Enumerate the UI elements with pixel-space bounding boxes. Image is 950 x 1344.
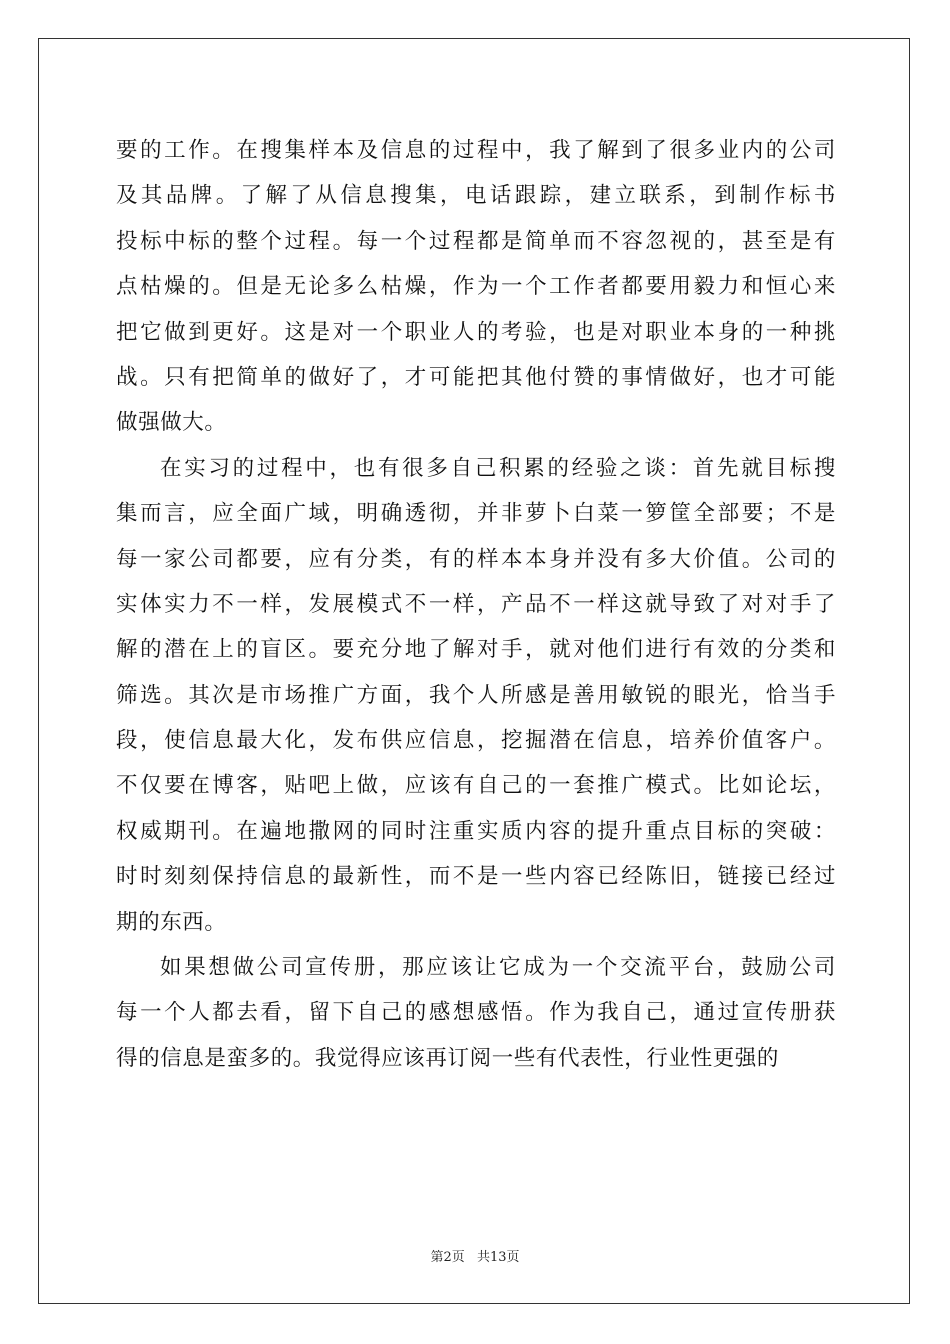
text-line: 筛选。其次是市场推广方面，我个人所感是善用敏锐的眼光，恰当手	[116, 682, 836, 708]
text-line: 权威期刊。在遍地撒网的同时注重实质内容的提升重点目标的突破：	[116, 818, 836, 844]
text-line: 不仅要在博客，贴吧上做，应该有自己的一套推广模式。比如论坛，	[116, 773, 836, 799]
text-line: 把它做到更好。这是对一个职业人的考验，也是对职业本身的一种挑	[116, 319, 836, 345]
text-line: 战。只有把简单的做好了，才可能把其他付赞的事情做好，也才可能	[116, 364, 836, 390]
text-line: 如果想做公司宣传册，那应该让它成为一个交流平台，鼓励公司	[160, 955, 836, 981]
text-line: 时时刻刻保持信息的最新性，而不是一些内容已经陈旧，链接已经过	[116, 864, 836, 890]
document-body	[116, 128, 836, 1081]
text-line: 做强做大。	[116, 410, 227, 436]
page-number: 第2页	[430, 1250, 465, 1265]
paragraph	[116, 446, 836, 945]
text-line: 点枯燥的。但是无论多么枯燥，作为一个工作者都要用毅力和恒心来	[116, 274, 836, 300]
text-line: 每一个人都去看，留下自己的感想感悟。作为我自己，通过宣传册获	[116, 1000, 836, 1026]
total-pages: 共13页	[476, 1250, 520, 1265]
text-line: 得的信息是蛮多的。我觉得应该再订阅一些有代表性，行业性更强的	[116, 1045, 780, 1071]
paragraph	[116, 945, 836, 1081]
text-line: 集而言，应全面广域，明确透彻，并非萝卜白菜一箩筐全部要；不是	[116, 501, 836, 527]
text-line: 段，使信息最大化，发布供应信息，挖掘潜在信息，培养价值客户。	[116, 728, 836, 754]
text-line: 实体实力不一样，发展模式不一样，产品不一样这就导致了对对手了	[116, 591, 836, 617]
paragraph	[116, 128, 836, 446]
text-line: 解的潜在上的盲区。要充分地了解对手，就对他们进行有效的分类和	[116, 637, 836, 663]
text-line: 期的东西。	[116, 909, 227, 935]
page-footer	[0, 1246, 950, 1265]
text-line: 每一家公司都要，应有分类，有的样本本身并没有多大价值。公司的	[116, 546, 836, 572]
text-line: 要的工作。在搜集样本及信息的过程中，我了解到了很多业内的公司	[116, 138, 836, 163]
text-line: 及其品牌。了解了从信息搜集，电话跟踪，建立联系，到制作标书	[116, 183, 836, 209]
text-line: 投标中标的整个过程。每一个过程都是简单而不容忽视的，甚至是有	[116, 228, 836, 254]
text-line: 在实习的过程中，也有很多自己积累的经验之谈：首先就目标搜	[160, 455, 836, 481]
